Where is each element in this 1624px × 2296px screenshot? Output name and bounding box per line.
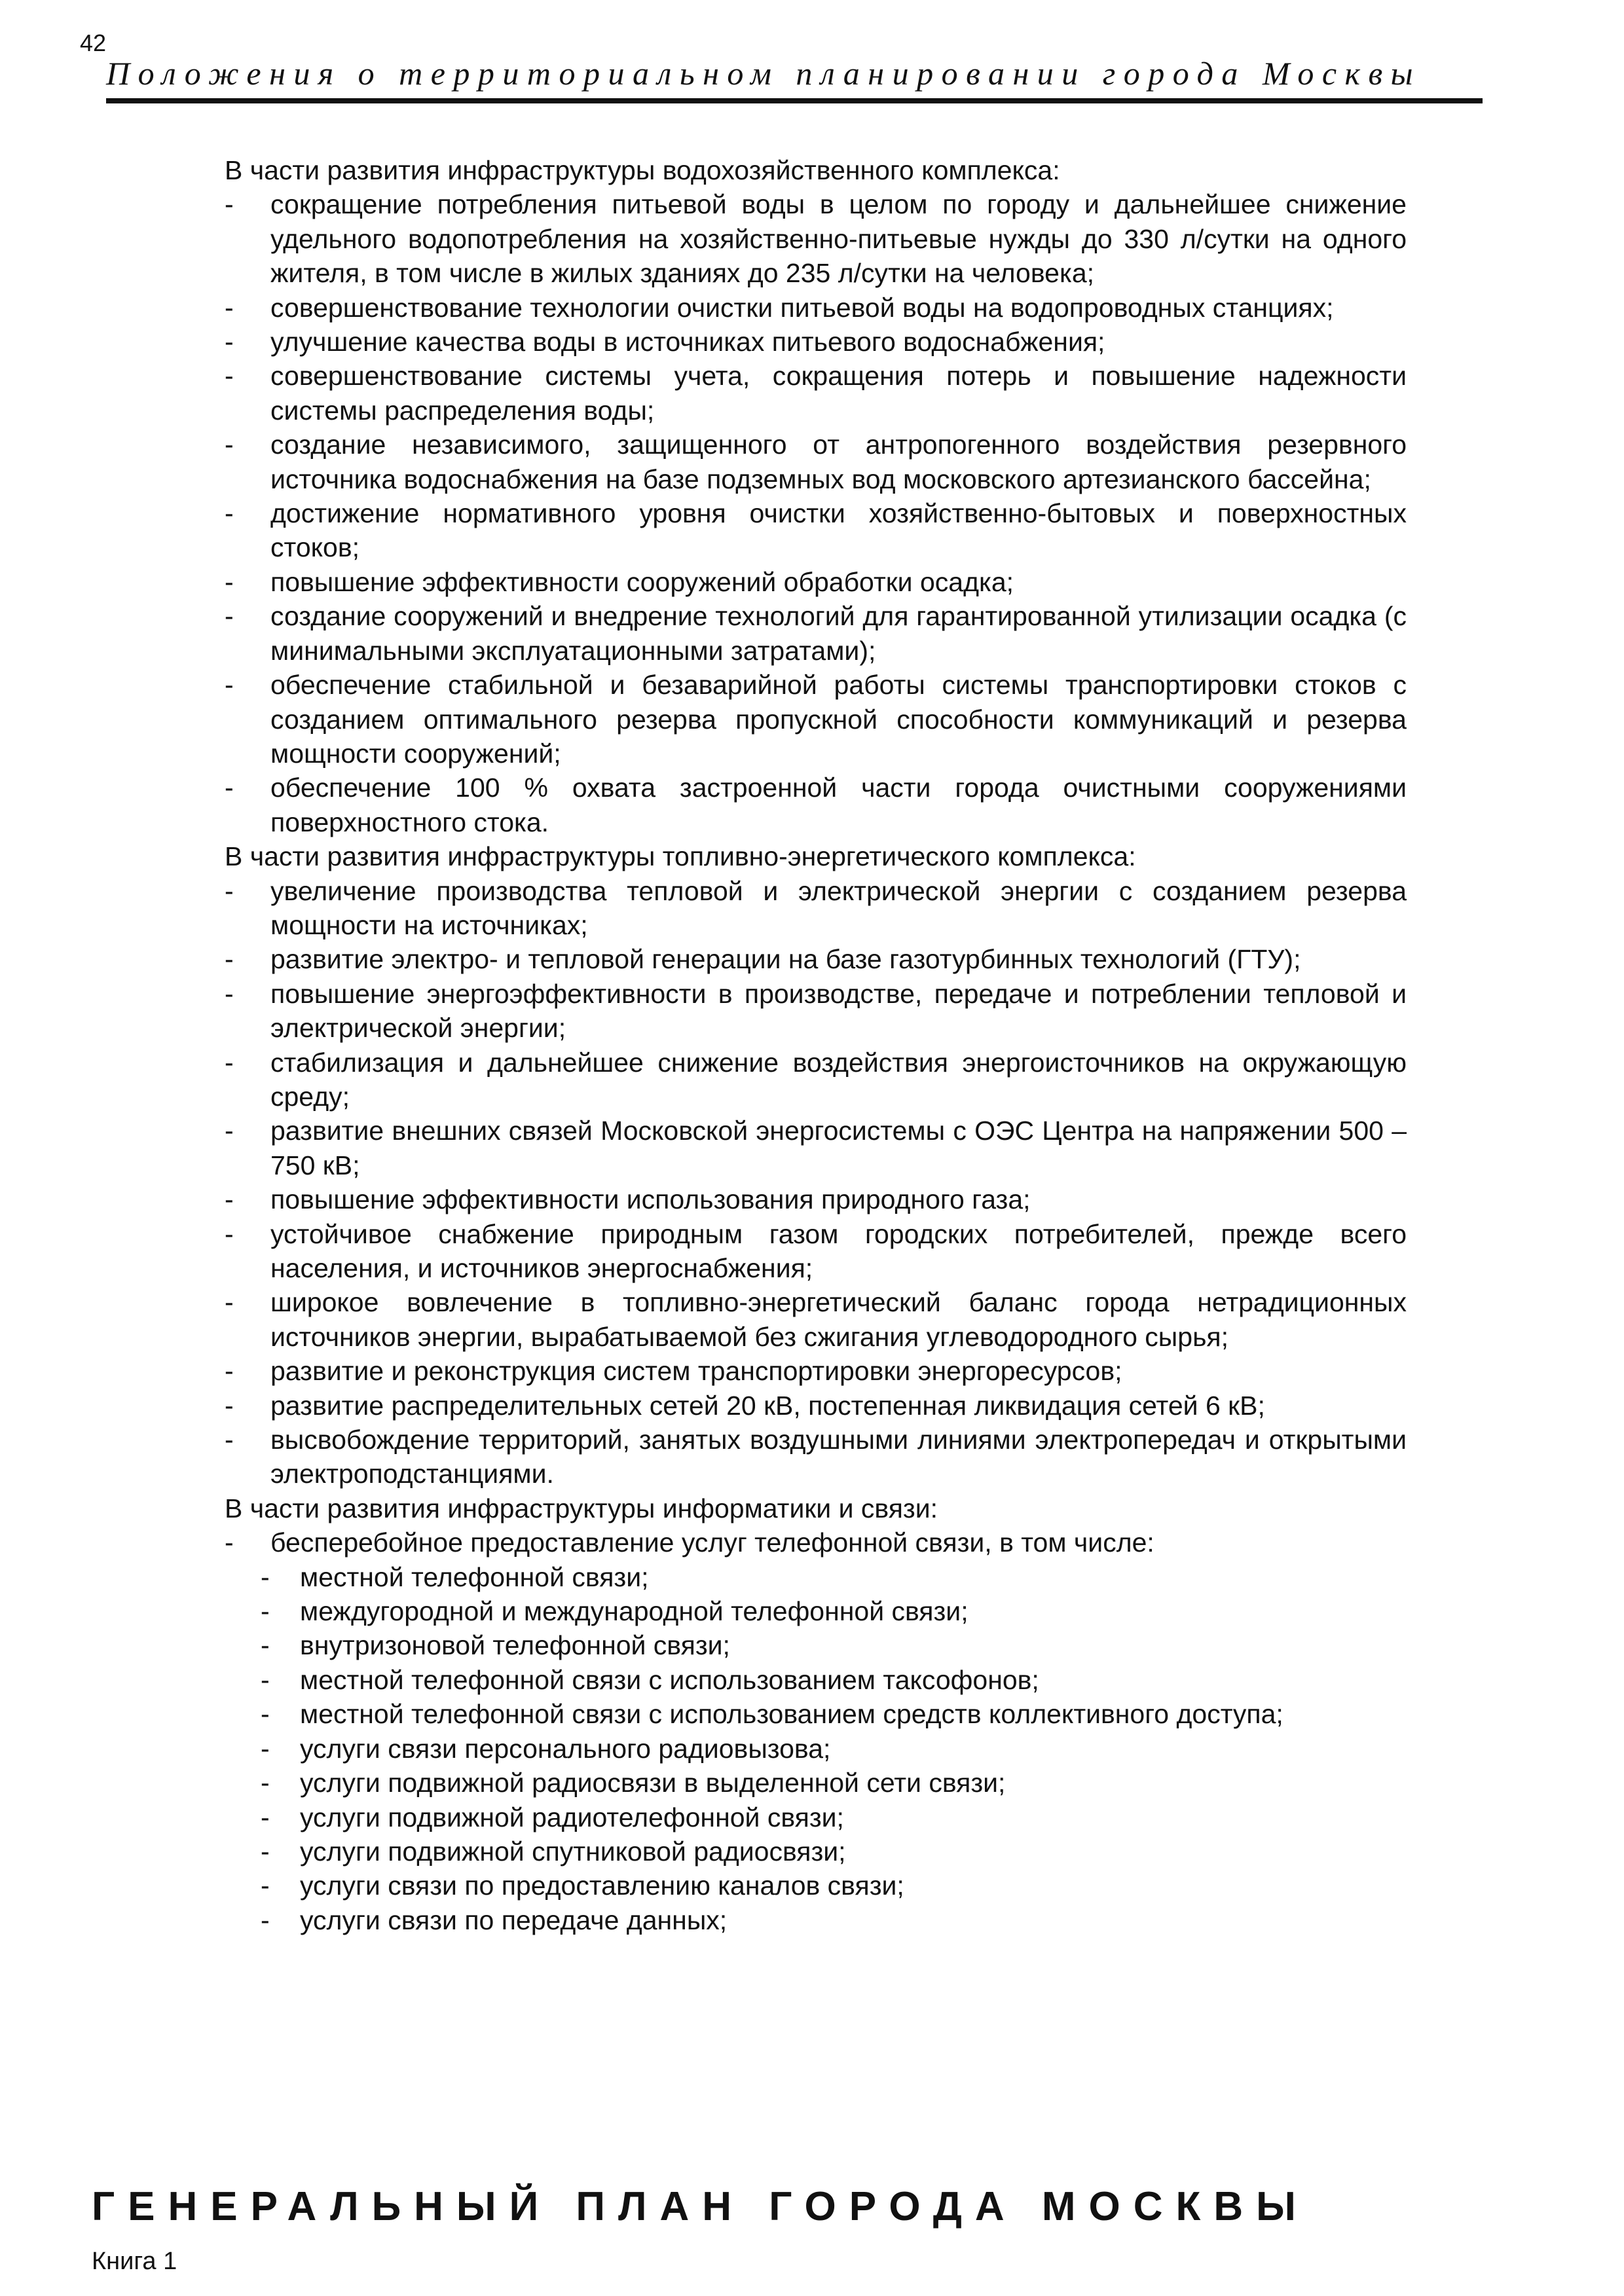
- bullet-dash: -: [225, 327, 234, 357]
- page-number: 42: [80, 29, 107, 56]
- bullet-dash: -: [261, 1802, 270, 1832]
- bullet-dash: -: [225, 189, 234, 220]
- water-item: [123, 359, 1407, 428]
- telecom-subitem: [123, 1903, 1407, 1937]
- water-item: [123, 187, 1407, 290]
- item-text: местной телефонной связи;: [300, 1561, 649, 1592]
- energy-section-heading: В части развития инфраструктуры топливно-энергетического комплекса:: [225, 841, 1136, 872]
- telecom-subitem: [123, 1663, 1407, 1697]
- energy-item: [123, 1217, 1407, 1286]
- item-text: местной телефонной связи с использованием таксофонов;: [300, 1664, 1039, 1695]
- bullet-dash: -: [225, 1116, 234, 1146]
- telecom-subitem: [123, 1697, 1407, 1731]
- telecom-subitem: [123, 1594, 1407, 1628]
- bullet-dash: -: [225, 1356, 234, 1387]
- item-text: местной телефонной связи с использованием средств коллективного доступа;: [300, 1699, 1283, 1730]
- item-text: бесперебойное предоставление услуг телефонной связи, в том числе:: [270, 1527, 1154, 1558]
- bullet-dash: -: [225, 978, 234, 1009]
- energy-item: [123, 1354, 1407, 1388]
- bullet-dash: -: [225, 1184, 234, 1215]
- bullet-dash: -: [225, 773, 234, 803]
- bullet-dash: -: [225, 1047, 234, 1078]
- bullet-dash: -: [225, 292, 234, 323]
- telecom-subitem: [123, 1732, 1407, 1766]
- item-text: стабилизация и дальнейшее снижение воздействия энергоисточников на окружающую среду;: [270, 1047, 1407, 1112]
- bullet-dash: -: [225, 1287, 234, 1318]
- bullet-dash: -: [225, 429, 234, 460]
- item-text: достижение нормативного уровня очистки хозяйственно-бытовых и поверхностных стоков;: [270, 498, 1407, 563]
- item-text: совершенствование технологии очистки питьевой воды на водопроводных станциях;: [270, 292, 1334, 323]
- water-item: [123, 428, 1407, 496]
- item-text: повышение энергоэффективности в производстве, передаче и потреблении тепловой и электрической энергии;: [270, 978, 1407, 1044]
- water-item: [123, 325, 1407, 359]
- item-text: услуги подвижной радиотелефонной связи;: [300, 1802, 844, 1832]
- bullet-dash: -: [261, 1836, 270, 1867]
- telecom-subitem: [123, 1800, 1407, 1834]
- telecom-subitem: [123, 1766, 1407, 1800]
- energy-item: [123, 1285, 1407, 1354]
- bullet-dash: -: [225, 498, 234, 529]
- item-text: создание независимого, защищенного от антропогенного воздействия резервного источника водоснабжения на базе подземных вод московского артезианского бассейна;: [270, 429, 1407, 494]
- energy-item: [123, 1389, 1407, 1423]
- item-text: междугородной и международной телефонной связи;: [300, 1596, 969, 1627]
- water-section-heading: В части развития инфраструктуры водохозяйственного комплекса:: [225, 155, 1060, 185]
- bullet-dash: -: [225, 361, 234, 392]
- energy-item: [123, 874, 1407, 943]
- item-text: услуги подвижной радиосвязи в выделенной сети связи;: [300, 1768, 1006, 1798]
- footer-book-label: Книга 1: [92, 2248, 177, 2275]
- telecom-subitem: [123, 1628, 1407, 1662]
- telecom-subitem: [123, 1834, 1407, 1868]
- telecom-item: [123, 1525, 1407, 1559]
- bullet-dash: -: [225, 1527, 234, 1558]
- bullet-dash: -: [261, 1596, 270, 1627]
- item-text: услуги связи по передаче данных;: [300, 1904, 728, 1935]
- running-header-title: Положения о территориальном планировании города Москвы: [106, 55, 1422, 92]
- energy-item: [123, 1182, 1407, 1216]
- bullet-dash: -: [225, 1425, 234, 1455]
- water-item: [123, 668, 1407, 771]
- footer-title: ГЕНЕРАЛЬНЫЙ ПЛАН ГОРОДА МОСКВЫ: [92, 2184, 1309, 2229]
- bullet-dash: -: [225, 1218, 234, 1249]
- water-item: [123, 496, 1407, 565]
- item-text: высвобождение территорий, занятых воздушными линиями электропередач и открытыми электроподстанциями.: [270, 1425, 1407, 1489]
- water-item: [123, 291, 1407, 325]
- item-text: увеличение производства тепловой и электрической энергии с созданием резерва мощности на источниках;: [270, 875, 1407, 940]
- bullet-dash: -: [225, 601, 234, 632]
- telecom-subitem: [123, 1868, 1407, 1903]
- item-text: услуги подвижной спутниковой радиосвязи;: [300, 1836, 846, 1867]
- water-item: [123, 565, 1407, 599]
- energy-item: [123, 977, 1407, 1046]
- item-text: создание сооружений и внедрение технологий для гарантированной утилизации осадка (с минимальными эксплуатационными затратами);: [270, 601, 1407, 666]
- item-text: обеспечение стабильной и безаварийной работы системы транспортировки стоков с созданием оптимального резерва пропускной способности коммуникаций и резерва мощности сооружений;: [270, 670, 1407, 769]
- bullet-dash: -: [225, 875, 234, 906]
- bullet-dash: -: [261, 1768, 270, 1798]
- bullet-dash: -: [261, 1664, 270, 1695]
- item-text: услуги связи по предоставлению каналов связи;: [300, 1870, 904, 1901]
- item-text: повышение эффективности сооружений обработки осадка;: [270, 566, 1014, 597]
- bullet-dash: -: [225, 944, 234, 975]
- bullet-dash: -: [261, 1699, 270, 1730]
- item-text: широкое вовлечение в топливно-энергетический баланс города нетрадиционных источников энергии, вырабатываемой без сжигания углеводородного сырья;: [270, 1287, 1407, 1352]
- item-text: развитие и реконструкция систем транспортировки энергоресурсов;: [270, 1356, 1122, 1387]
- header-rule: [106, 98, 1483, 103]
- item-text: совершенствование системы учета, сокращения потерь и повышение надежности системы распределения воды;: [270, 361, 1407, 426]
- bullet-dash: -: [225, 1390, 234, 1421]
- document-body: [123, 153, 1407, 1937]
- bullet-dash: -: [261, 1870, 270, 1901]
- energy-item: [123, 1046, 1407, 1114]
- item-text: улучшение качества воды в источниках питьевого водоснабжения;: [270, 327, 1105, 357]
- telecom-subitem: [123, 1560, 1407, 1594]
- bullet-dash: -: [261, 1904, 270, 1935]
- item-text: внутризоновой телефонной связи;: [300, 1630, 730, 1661]
- item-text: развитие внешних связей Московской энергосистемы с ОЭС Центра на напряжении 500 – 750 кВ;: [270, 1116, 1407, 1180]
- bullet-dash: -: [225, 566, 234, 597]
- item-text: обеспечение 100 % охвата застроенной части города очистными сооружениями поверхностного стока.: [270, 773, 1407, 837]
- item-text: повышение эффективности использования природного газа;: [270, 1184, 1031, 1215]
- item-text: услуги связи персонального радиовызова;: [300, 1733, 831, 1764]
- bullet-dash: -: [261, 1561, 270, 1592]
- bullet-dash: -: [225, 670, 234, 701]
- energy-item: [123, 1114, 1407, 1182]
- energy-item: [123, 942, 1407, 976]
- item-text: сокращение потребления питьевой воды в целом по городу и дальнейшее снижение удельного водопотребления на хозяйственно-питьевые нужды до 330 л/сутки на одного жителя, в том числе в жилых зданиях до 235 л/сутки на человека;: [270, 189, 1407, 289]
- item-text: развитие распределительных сетей 20 кВ, постепенная ликвидация сетей 6 кВ;: [270, 1390, 1265, 1421]
- item-text: устойчивое снабжение природным газом городских потребителей, прежде всего населения, и источников энергоснабжения;: [270, 1218, 1407, 1283]
- telecom-section-heading: В части развития инфраструктуры информатики и связи:: [225, 1493, 938, 1523]
- water-item: [123, 599, 1407, 668]
- item-text: развитие электро- и тепловой генерации на базе газотурбинных технологий (ГТУ);: [270, 944, 1301, 975]
- bullet-dash: -: [261, 1630, 270, 1661]
- bullet-dash: -: [261, 1733, 270, 1764]
- energy-item: [123, 1423, 1407, 1491]
- water-item: [123, 771, 1407, 839]
